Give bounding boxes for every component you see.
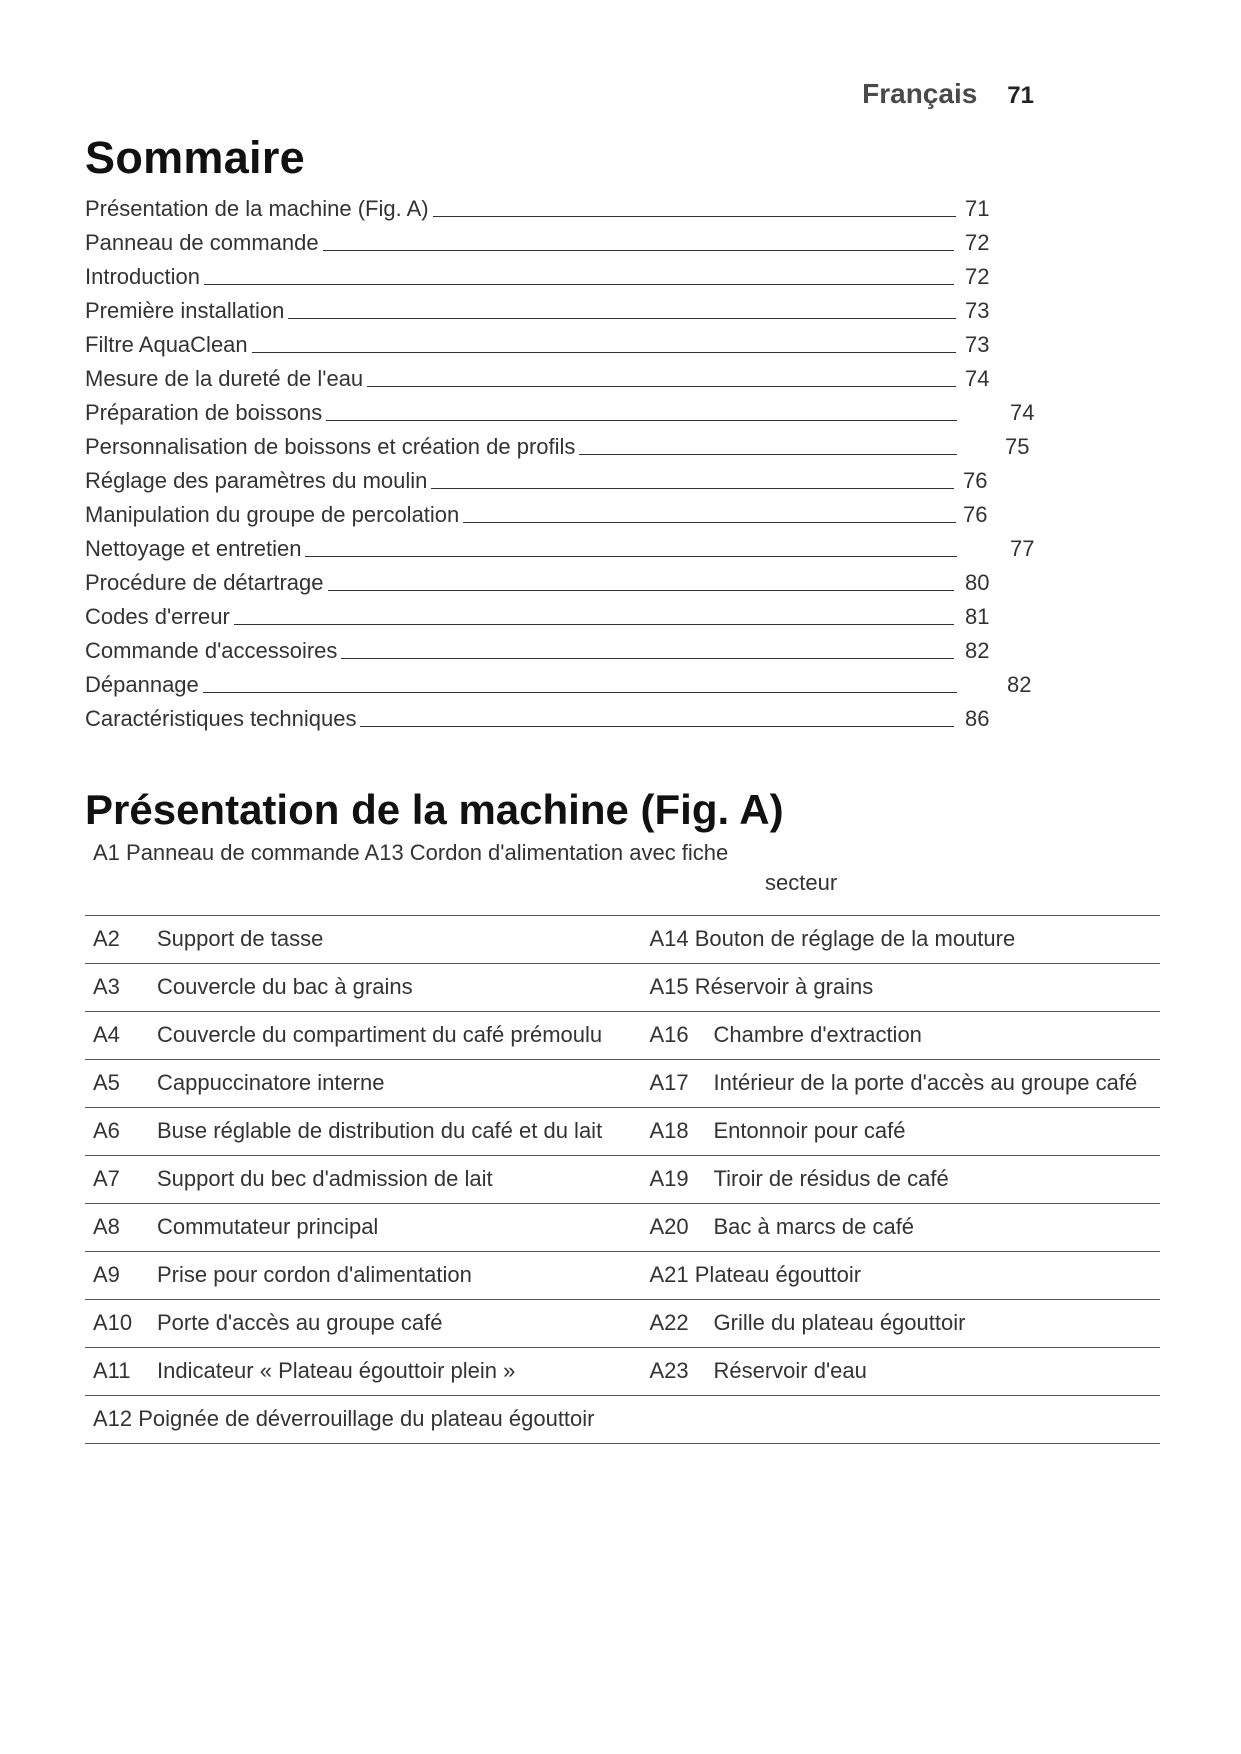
table-row xyxy=(85,1203,1160,1251)
toc-leader-line xyxy=(288,318,956,319)
parts-cell-left xyxy=(85,1108,623,1155)
parts-cell-right xyxy=(623,1108,1161,1155)
parts-cell-full xyxy=(85,1396,1160,1443)
table-row xyxy=(85,1155,1160,1203)
parts-cell-right xyxy=(623,1252,1161,1299)
toc-entry-page: 72 xyxy=(965,230,990,255)
table-row xyxy=(85,963,1160,1011)
table-row xyxy=(85,1011,1160,1059)
parts-cell-left xyxy=(85,1156,623,1203)
parts-table xyxy=(85,915,1160,1444)
parts-cell-left xyxy=(85,1300,623,1347)
toc-entry-label: Filtre AquaClean xyxy=(85,332,248,357)
part-name: Buse réglable de distribution du café et du lait xyxy=(157,1118,603,1143)
toc-entry-page: 77 xyxy=(1010,536,1035,561)
toc-entry-page: 73 xyxy=(965,298,990,323)
parts-cell-left xyxy=(85,1204,623,1251)
header-page-number: 71 xyxy=(1007,82,1034,109)
toc-title: Sommaire xyxy=(85,132,305,183)
toc-entry-label: Caractéristiques techniques xyxy=(85,706,357,731)
part-code: A18 xyxy=(649,1118,689,1143)
toc-entry-label: Commande d'accessoires xyxy=(85,638,338,663)
parts-first-line: A1 Panneau de commande A13 Cordon d'alimentation avec fiche xyxy=(93,840,729,865)
toc-entry[interactable] xyxy=(85,290,1165,324)
toc-leader-line xyxy=(341,658,954,659)
parts-cell-right xyxy=(623,1300,1161,1347)
parts-cell-right xyxy=(623,1012,1161,1059)
table-row xyxy=(85,1347,1160,1395)
toc-entry-page: 81 xyxy=(965,604,990,629)
toc-entry[interactable] xyxy=(85,358,1165,392)
toc-entry-page: 73 xyxy=(965,332,990,357)
table-row xyxy=(85,1107,1160,1155)
part-name: Entonnoir pour café xyxy=(713,1118,906,1143)
part-code: A10 xyxy=(93,1310,133,1335)
toc-leader-line xyxy=(204,284,954,285)
toc-entry-page: 71 xyxy=(965,196,990,221)
toc-entry[interactable] xyxy=(85,698,1165,732)
part-code: A8 xyxy=(93,1214,120,1239)
toc-leader-line xyxy=(463,522,956,523)
part-code: A16 xyxy=(649,1022,689,1047)
part-item: A21 Plateau égouttoir xyxy=(649,1262,862,1287)
part-code: A6 xyxy=(93,1118,120,1143)
part-name: Prise pour cordon d'alimentation xyxy=(157,1262,472,1287)
toc-leader-line xyxy=(323,250,954,251)
part-name: Intérieur de la porte d'accès au groupe café xyxy=(713,1070,1138,1095)
toc-entry-page: 80 xyxy=(965,570,990,595)
toc-entry-page: 82 xyxy=(1007,672,1032,697)
toc-entry[interactable] xyxy=(85,460,1165,494)
toc-entry-label: Mesure de la dureté de l'eau xyxy=(85,366,364,391)
part-item: A12 Poignée de déverrouillage du plateau égouttoir xyxy=(93,1406,595,1431)
table-row xyxy=(85,1251,1160,1299)
part-code: A17 xyxy=(649,1070,689,1095)
part-code: A5 xyxy=(93,1070,120,1095)
parts-cell-right xyxy=(623,1060,1161,1107)
part-name: Tiroir de résidus de café xyxy=(713,1166,949,1191)
toc-entry-label: Première installation xyxy=(85,298,285,323)
toc-entry[interactable] xyxy=(85,188,1165,222)
part-item: A14 Bouton de réglage de la mouture xyxy=(649,926,1016,951)
parts-first-line-cont: secteur xyxy=(765,870,838,895)
parts-cell-right xyxy=(623,916,1161,963)
toc-entry-page: 86 xyxy=(965,706,990,731)
part-code: A19 xyxy=(649,1166,689,1191)
part-name: Couvercle du bac à grains xyxy=(157,974,413,999)
parts-cell-left xyxy=(85,916,623,963)
toc-entry-page: 76 xyxy=(963,468,988,493)
toc-entry-label: Introduction xyxy=(85,264,200,289)
part-name: Porte d'accès au groupe café xyxy=(157,1310,443,1335)
table-row xyxy=(85,1299,1160,1347)
toc-entry[interactable] xyxy=(85,392,1165,426)
header-language: Français xyxy=(862,78,978,109)
part-name: Couvercle du compartiment du café prémoulu xyxy=(157,1022,603,1047)
toc-entry-label: Manipulation du groupe de percolation xyxy=(85,502,460,527)
toc-entry-page: 82 xyxy=(965,638,990,663)
toc-entry-page: 74 xyxy=(1010,400,1035,425)
parts-cell-right xyxy=(623,1348,1161,1395)
part-code: A9 xyxy=(93,1262,120,1287)
toc-entry[interactable] xyxy=(85,630,1165,664)
part-name: Grille du plateau égouttoir xyxy=(713,1310,966,1335)
part-name: Indicateur « Plateau égouttoir plein » xyxy=(157,1358,516,1383)
part-name: Bac à marcs de café xyxy=(713,1214,915,1239)
toc-entry[interactable] xyxy=(85,664,1165,698)
part-item: A15 Réservoir à grains xyxy=(649,974,874,999)
table-row xyxy=(85,915,1160,963)
parts-cell-right xyxy=(623,964,1161,1011)
part-code: A20 xyxy=(649,1214,689,1239)
toc-entry-page: 74 xyxy=(965,366,990,391)
toc-entry[interactable] xyxy=(85,596,1165,630)
toc-entry-label: Préparation de boissons xyxy=(85,400,323,425)
part-code: A3 xyxy=(93,974,120,999)
parts-cell-left xyxy=(85,1348,623,1395)
parts-cell-left xyxy=(85,1060,623,1107)
toc-leader-line xyxy=(360,726,954,727)
toc-leader-line xyxy=(433,216,956,217)
toc-entry-label: Nettoyage et entretien xyxy=(85,536,302,561)
toc-leader-line xyxy=(431,488,954,489)
parts-cell-left xyxy=(85,964,623,1011)
toc-leader-line xyxy=(367,386,956,387)
toc-leader-line xyxy=(234,624,954,625)
toc-leader-line xyxy=(326,420,957,421)
parts-cell-right xyxy=(623,1204,1161,1251)
part-name: Commutateur principal xyxy=(157,1214,379,1239)
toc-entry-page: 76 xyxy=(963,502,988,527)
toc-leader-line xyxy=(203,692,957,693)
parts-cell-left xyxy=(85,1012,623,1059)
toc-entry-label: Personnalisation de boissons et création de profils xyxy=(85,434,576,459)
parts-cell-left xyxy=(85,1252,623,1299)
parts-first-entry xyxy=(85,840,1160,900)
toc-leader-line xyxy=(579,454,957,455)
toc-entry[interactable] xyxy=(85,528,1165,562)
toc-leader-line xyxy=(252,352,956,353)
part-name: Support de tasse xyxy=(157,926,324,951)
toc-entry-page: 75 xyxy=(1005,434,1030,459)
toc-entry-label: Codes d'erreur xyxy=(85,604,230,629)
table-row xyxy=(85,1059,1160,1107)
toc-entry[interactable] xyxy=(85,222,1165,256)
machine-section-title: Présentation de la machine (Fig. A) xyxy=(85,786,784,833)
toc-entry[interactable] xyxy=(85,426,1165,460)
part-name: Support du bec d'admission de lait xyxy=(157,1166,493,1191)
part-code: A2 xyxy=(93,926,120,951)
toc-entry[interactable] xyxy=(85,256,1165,290)
toc-entry-label: Dépannage xyxy=(85,672,199,697)
part-code: A4 xyxy=(93,1022,120,1047)
part-code: A23 xyxy=(649,1358,689,1383)
toc-entry-page: 72 xyxy=(965,264,990,289)
toc-entry[interactable] xyxy=(85,494,1165,528)
toc-entry-label: Panneau de commande xyxy=(85,230,319,255)
toc-entry-label: Procédure de détartrage xyxy=(85,570,324,595)
part-code: A7 xyxy=(93,1166,120,1191)
parts-cell-right xyxy=(623,1156,1161,1203)
page-header xyxy=(862,78,1034,110)
toc-leader-line xyxy=(305,556,957,557)
table-of-contents xyxy=(85,188,1165,732)
table-row xyxy=(85,1395,1160,1444)
toc-entry-label: Présentation de la machine (Fig. A) xyxy=(85,196,429,221)
toc-entry-label: Réglage des paramètres du moulin xyxy=(85,468,428,493)
part-name: Cappuccinatore interne xyxy=(157,1070,385,1095)
toc-entry[interactable] xyxy=(85,324,1165,358)
toc-leader-line xyxy=(328,590,955,591)
part-code: A11 xyxy=(93,1358,131,1383)
part-name: Réservoir d'eau xyxy=(713,1358,867,1383)
part-name: Chambre d'extraction xyxy=(713,1022,922,1047)
toc-entry[interactable] xyxy=(85,562,1165,596)
part-code: A22 xyxy=(649,1310,689,1335)
